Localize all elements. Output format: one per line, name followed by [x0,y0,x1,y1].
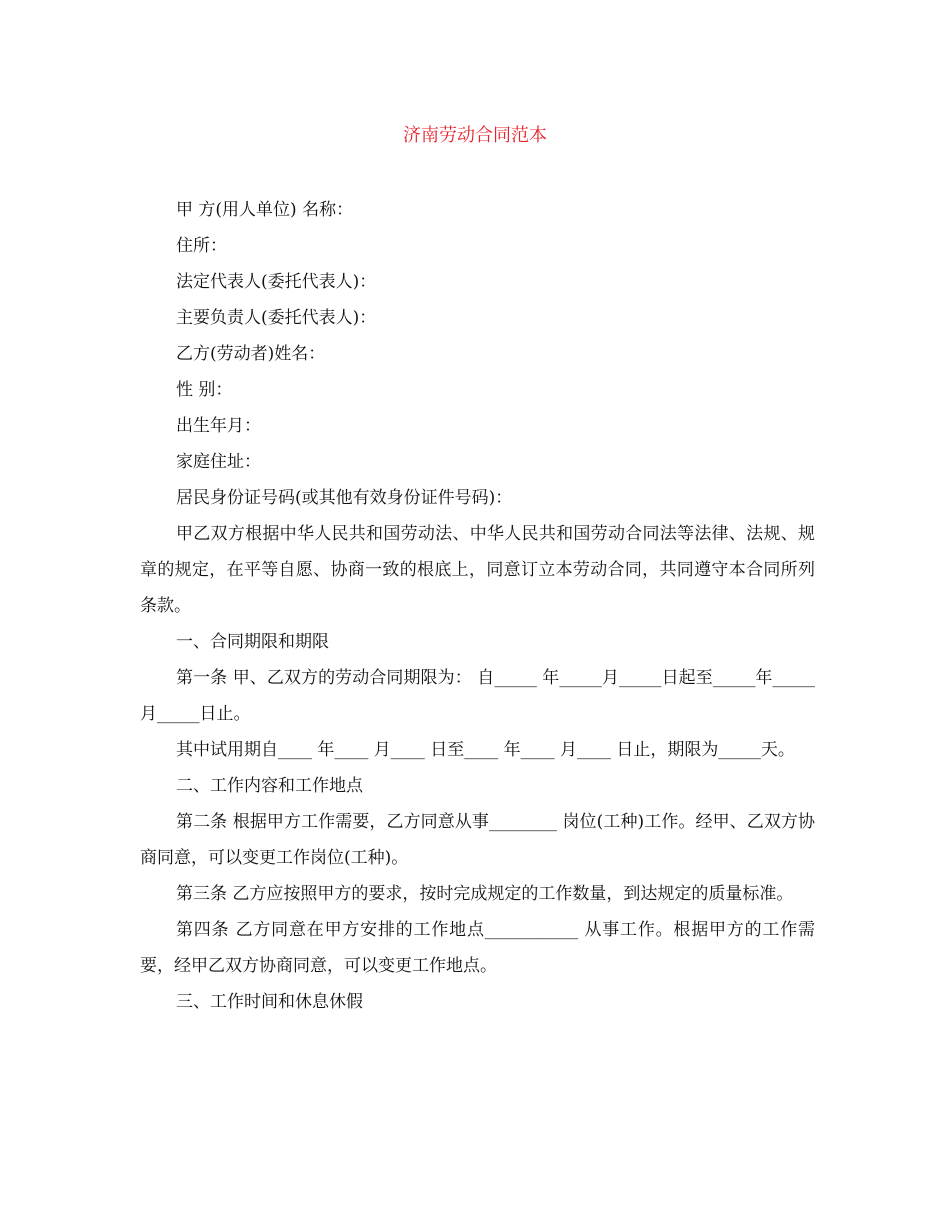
article-3-paragraph: 第三条 乙方应按照甲方的要求，按时完成规定的工作数量，到达规定的质量标准。 [176,884,794,904]
id-number-line: 居民身份证号码(或其他有效身份证件号码)： [176,488,513,508]
legal-representative-line: 法定代表人(委托代表人)： [176,272,377,292]
article-4-paragraph: 第四条 乙方同意在甲方安排的工作地点___________ 从事工作。根据甲方的工作需要，经甲乙双方协商同意，可以变更工作地点。 [140,920,815,976]
party-a-name-line: 甲 方(用人单位) 名称： [176,200,354,220]
article-1-paragraph: 第一条 甲、乙双方的劳动合同期限为： 自_____ 年_____月_____日起至_____年_____月_____日止。 [140,668,815,724]
section-heading-work: 二、工作内容和工作地点 [176,776,363,796]
party-a-address-line: 住所： [176,236,227,256]
document-title: 济南劳动合同范本 [403,125,547,146]
preamble-paragraph: 甲乙双方根据中华人民共和国劳动法、中华人民共和国劳动合同法等法律、法规、规章的规定，在平等自愿、协商一致的根底上，同意订立本劳动合同，共同遵守本合同所列条款。 [140,524,815,616]
party-b-name-line: 乙方(劳动者)姓名： [176,344,326,364]
section-heading-hours: 三、工作时间和休息休假 [176,992,363,1012]
birth-date-line: 出生年月： [176,416,261,436]
home-address-line: 家庭住址： [176,452,261,472]
gender-line: 性 别： [176,380,233,400]
document-body [140,192,815,1020]
principal-line: 主要负责人(委托代表人)： [176,308,377,328]
article-2-paragraph: 第二条 根据甲方工作需要，乙方同意从事________ 岗位(工种)工作。经甲、乙双方协商同意，可以变更工作岗位(工种)。 [140,812,815,868]
probation-paragraph: 其中试用期自____ 年____ 月____ 日至____ 年____ 月____ 日止，期限为_____天。 [176,740,795,760]
section-heading-term: 一、合同期限和期限 [176,632,329,652]
